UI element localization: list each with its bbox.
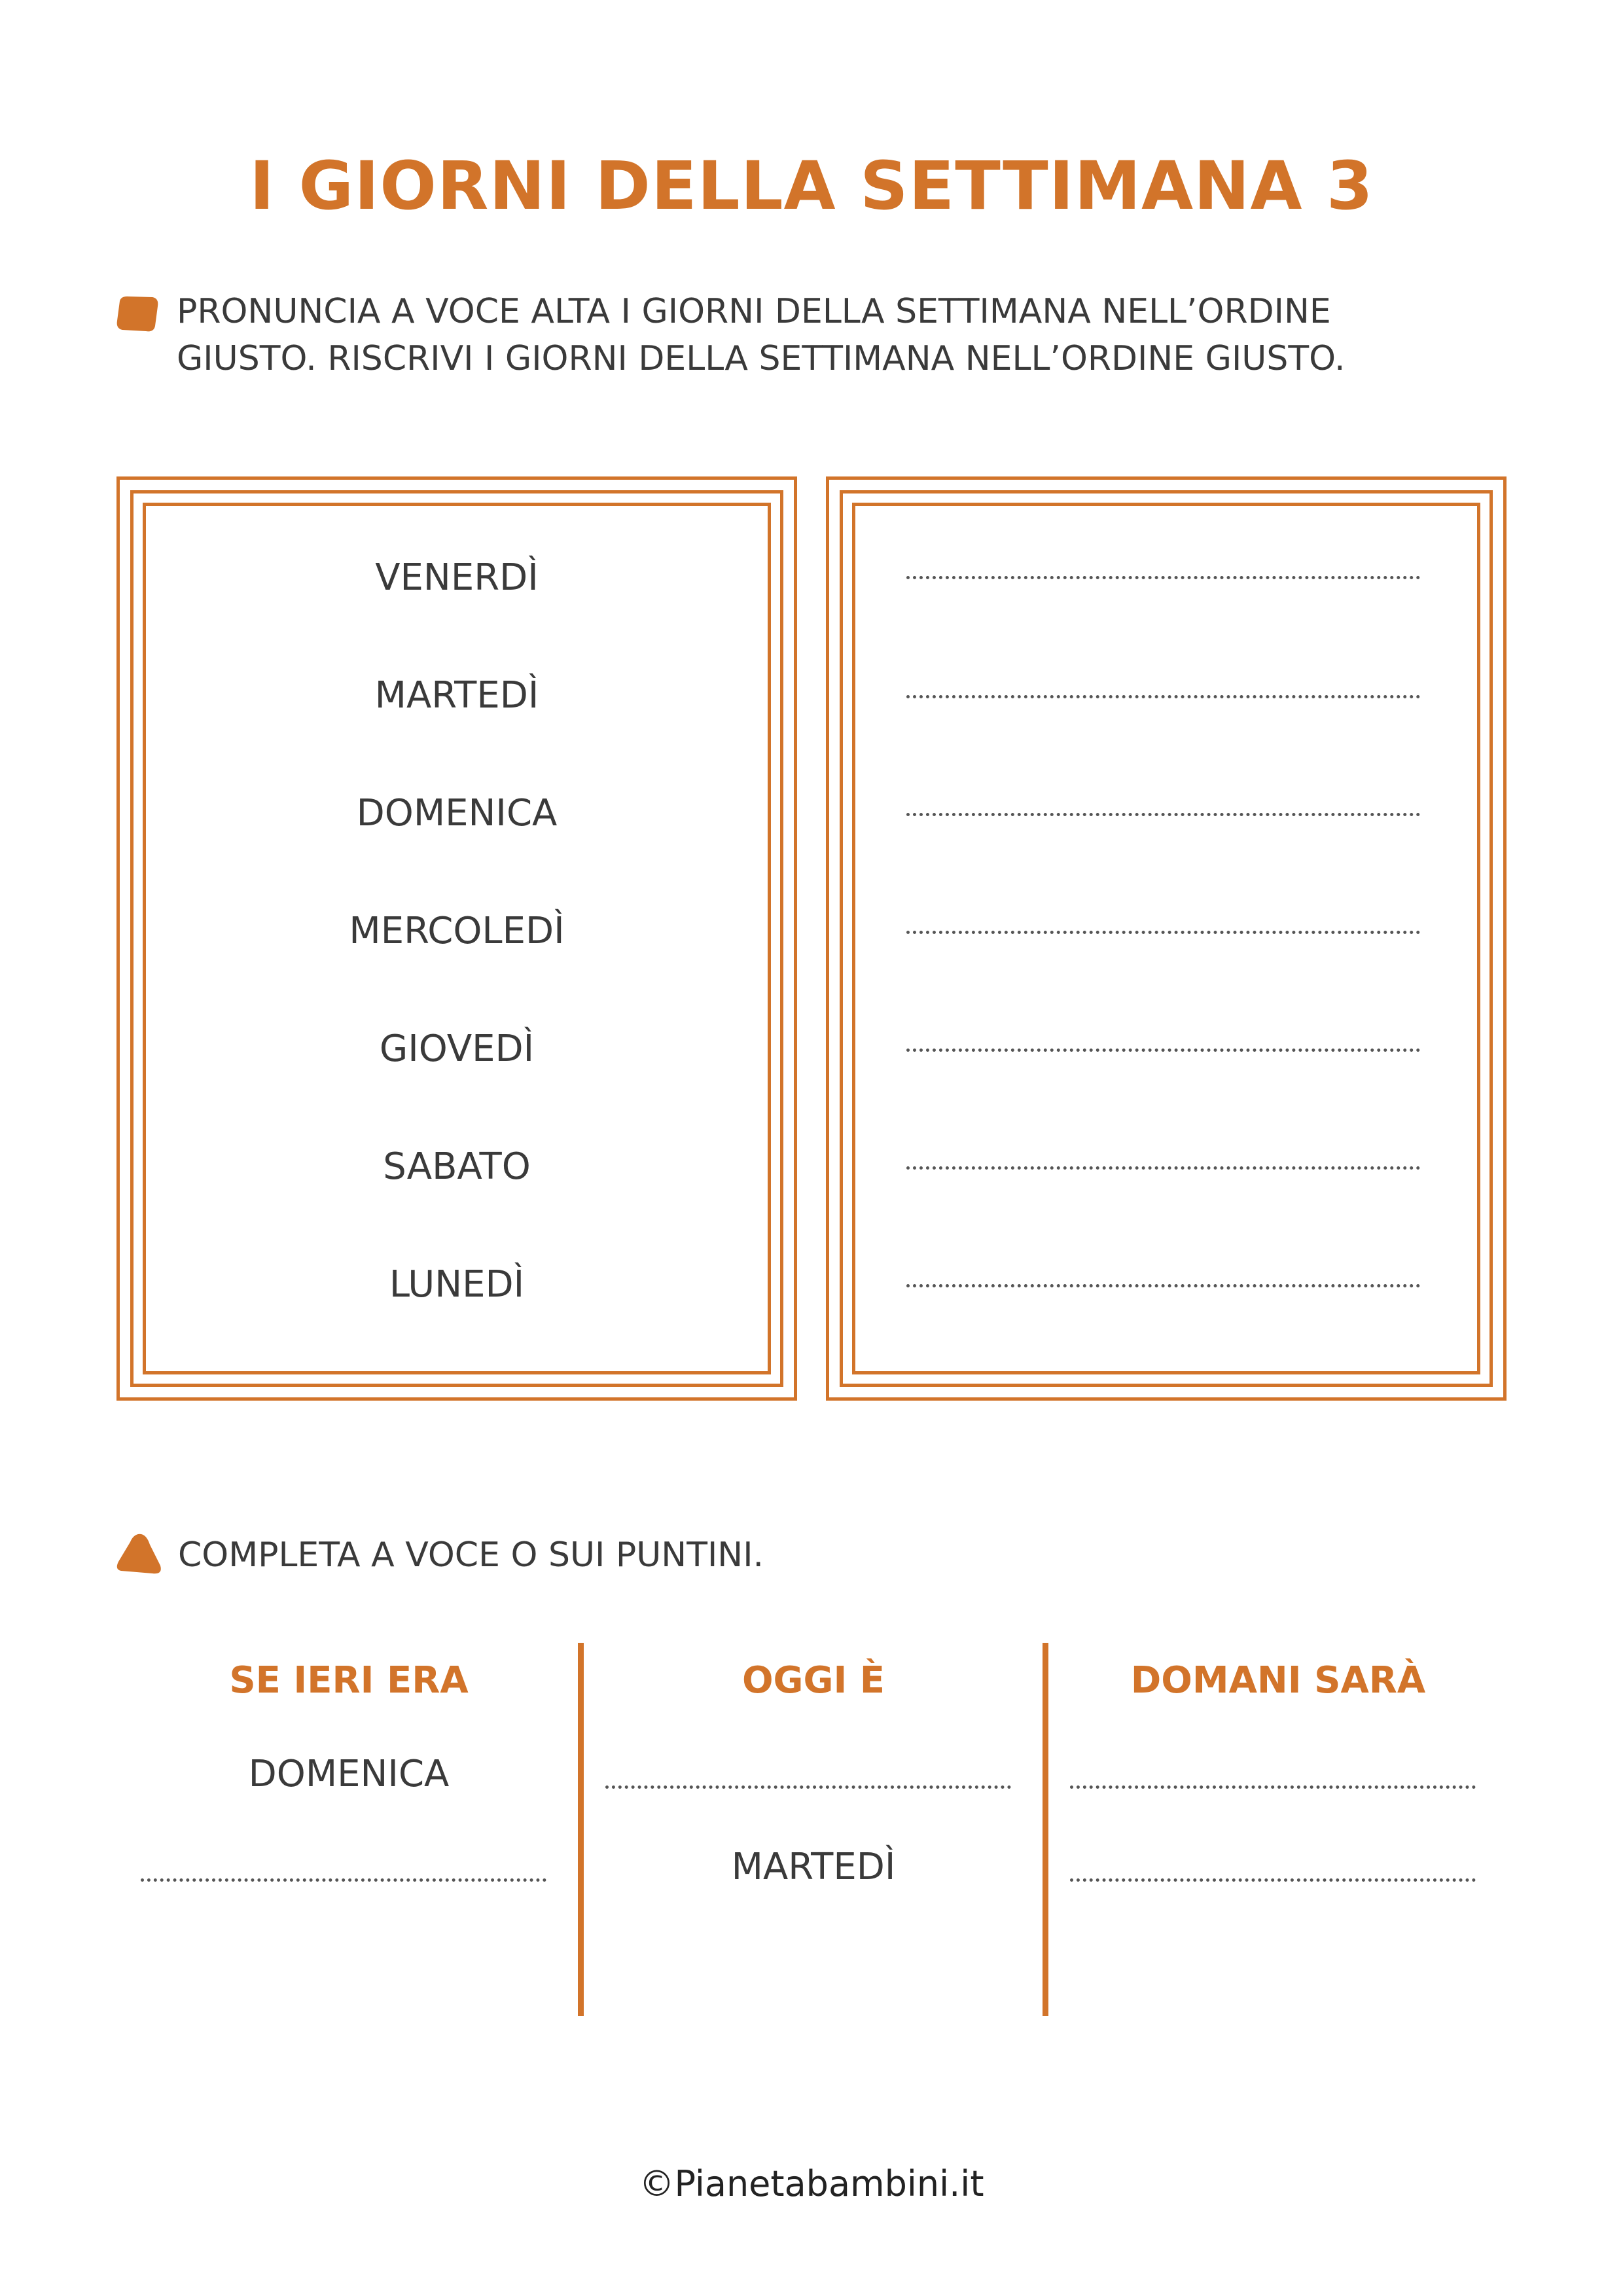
bullet-blob-icon xyxy=(115,295,160,334)
instruction-line-1: PRONUNCIA A VOCE ALTA I GIORNI DELLA SETTIMANA NELL’ORDINE xyxy=(177,292,1331,331)
day-item: GIOVEDÌ xyxy=(379,1028,535,1070)
domani-blank-row1[interactable] xyxy=(1070,1785,1476,1789)
instruction-line-2: GIUSTO. RISCRIVI I GIORNI DELLA SETTIMANA NELL’ORDINE GIUSTO. xyxy=(177,339,1346,378)
answer-line[interactable] xyxy=(906,576,1420,579)
answer-line[interactable] xyxy=(906,931,1420,934)
footer-credit: ©Pianetabambini.it xyxy=(639,2163,984,2204)
answer-line[interactable] xyxy=(906,813,1420,816)
oggi-blank-row1[interactable] xyxy=(605,1785,1011,1789)
answer-line[interactable] xyxy=(906,695,1420,698)
day-item: MERCOLEDÌ xyxy=(349,910,565,952)
day-item: SABATO xyxy=(383,1145,531,1188)
answers-frame xyxy=(826,476,1507,1401)
answer-line[interactable] xyxy=(906,1284,1420,1287)
ieri-value-row1: DOMENICA xyxy=(248,1753,450,1795)
header-ieri: SE IERI ERA xyxy=(229,1659,469,1702)
exercise2-instruction: COMPLETA A VOCE O SUI PUNTINI. xyxy=(178,1535,764,1575)
day-item: MARTEDÌ xyxy=(374,674,539,717)
column-divider xyxy=(578,1643,584,2016)
exercise1-instruction xyxy=(177,288,1346,382)
ieri-blank-row2[interactable] xyxy=(141,1878,546,1882)
answer-line[interactable] xyxy=(906,1166,1420,1170)
header-domani: DOMANI SARÀ xyxy=(1130,1659,1426,1702)
day-item: LUNEDÌ xyxy=(389,1263,525,1306)
domani-blank-row2[interactable] xyxy=(1070,1878,1476,1882)
page-title: I GIORNI DELLA SETTIMANA 3 xyxy=(249,147,1374,225)
bullet-triangle-icon xyxy=(115,1532,164,1577)
header-oggi: OGGI È xyxy=(741,1659,885,1702)
oggi-value-row2: MARTEDÌ xyxy=(731,1846,896,1888)
day-item: DOMENICA xyxy=(356,792,558,834)
column-divider xyxy=(1043,1643,1048,2016)
answer-line[interactable] xyxy=(906,1049,1420,1052)
day-item: VENERDÌ xyxy=(375,556,539,599)
